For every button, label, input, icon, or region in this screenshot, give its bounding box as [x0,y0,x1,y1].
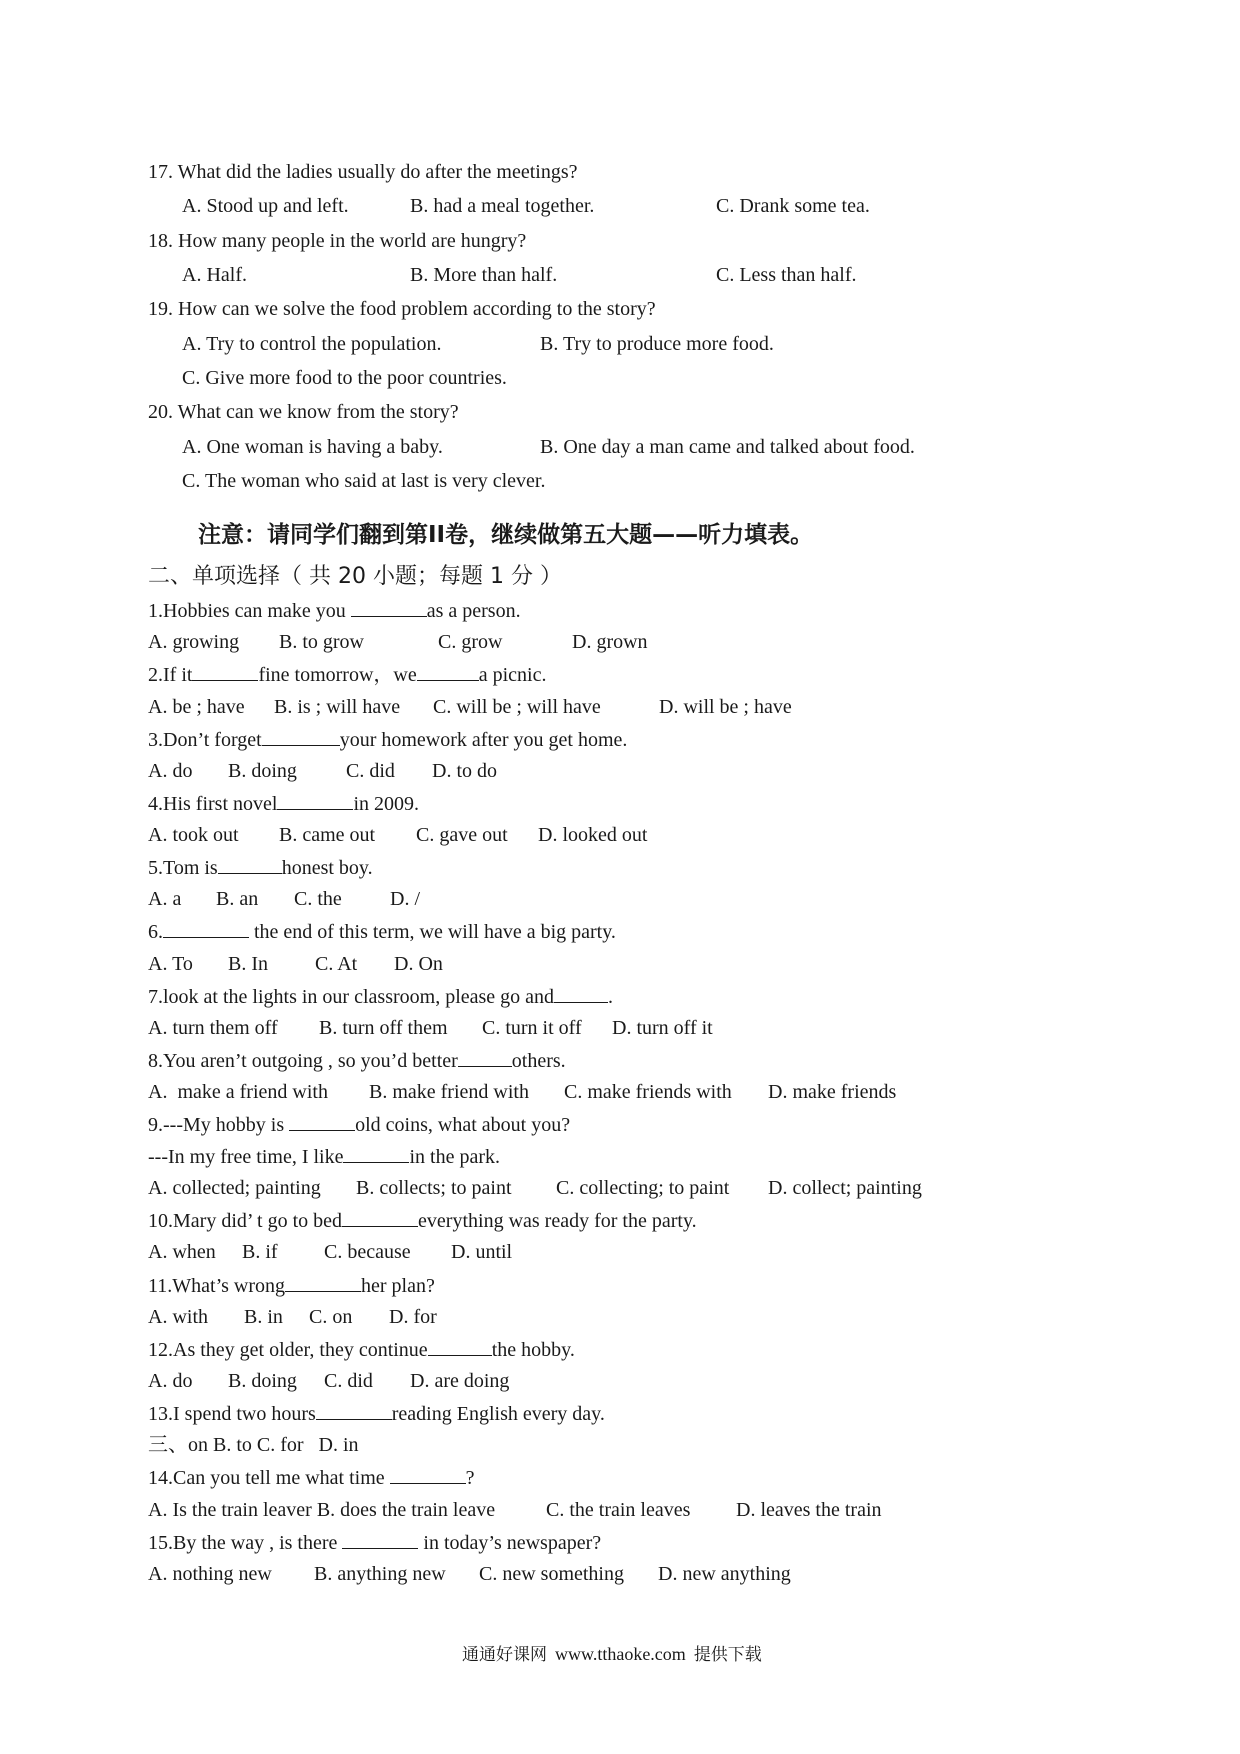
section-heading: 二、单项选择（ 共 20 小题；每题 1 分 ） [148,564,562,589]
option-8c: C. make friends with [564,1081,732,1103]
option-9b: B. collects; to paint [356,1177,512,1199]
option-6d: D. On [394,953,443,975]
option-6b: B. In [228,953,268,975]
answer-blank [163,919,249,938]
option-6c: C. At [315,953,358,975]
answer-blank [277,791,353,810]
answer-blank [342,1208,418,1227]
option-17a: A. Stood up and left. [182,195,349,217]
option-20c: C. The woman who said at last is very clever. [182,470,546,492]
option-18a: A. Half. [182,264,247,286]
option-4d: D. looked out [538,824,648,846]
option-5a: A. a [148,888,182,910]
question-8: 8.You aren’t outgoing , so you’d better others. [148,1050,566,1072]
question-13: 13.I spend two hours reading English every day. [148,1403,605,1425]
answer-blank [343,1144,409,1163]
option-7a: A. turn them off [148,1017,278,1039]
question-19: 19. How can we solve the food problem according to the story? [148,298,656,320]
answer-blank [262,727,340,746]
option-15d: D. new anything [658,1563,791,1585]
option-2d: D. will be ; have [659,696,792,718]
question-6: 6. the end of this term, we will have a big party. [148,921,616,943]
question-9-reply: ---In my free time, I like in the park. [148,1146,500,1168]
question-1: 1.Hobbies can make you as a person. [148,600,521,622]
question-2: 2.If it fine tomorrow，we a picnic. [148,664,547,686]
option-12a: A. do [148,1370,193,1392]
option-7d: D. turn off it [612,1017,713,1039]
option-12c: C. did [324,1370,373,1392]
option-12d: D. are doing [410,1370,510,1392]
page-footer [462,1640,762,1665]
question-14: 14.Can you tell me what time ? [148,1467,475,1489]
option-17c: C. Drank some tea. [716,195,870,217]
option-2a: A. be ; have [148,696,245,718]
option-7b: B. turn off them [319,1017,448,1039]
option-17b: B. had a meal together. [410,195,595,217]
answer-blank [458,1048,512,1067]
option-7c: C. turn it off [482,1017,582,1039]
answer-blank [342,1530,418,1549]
option-8b: B. make friend with [369,1081,529,1103]
option-10d: D. until [451,1241,513,1263]
option-3a: A. do [148,760,193,782]
answer-blank [316,1401,392,1420]
option-3d: D. to do [432,760,497,782]
option-1c: C. grow [438,631,503,653]
question-9: 9.---My hobby is old coins, what about you? [148,1114,571,1136]
option-20a: A. One woman is having a baby. [182,436,443,458]
option-5b: B. an [216,888,259,910]
option-10b: B. if [242,1241,278,1263]
options-13: 三、on B. to C. for D. in [148,1434,359,1456]
option-2b: B. is ; will have [274,696,401,718]
question-4: 4.His first novel in 2009. [148,793,419,815]
question-5: 5.Tom is honest boy. [148,857,373,879]
option-15b: B. anything new [314,1563,446,1585]
answer-blank [351,598,427,617]
option-6a: A. To [148,953,193,975]
option-14c: C. the train leaves [546,1499,691,1521]
option-10c: C. because [324,1241,411,1263]
option-1b: B. to grow [279,631,364,653]
option-11b: B. in [244,1306,283,1328]
option-10a: A. when [148,1241,216,1263]
answer-blank [218,855,282,874]
footer-url[interactable]: www.tthaoke.com [555,1644,686,1664]
option-5d: D. / [390,888,420,910]
question-17: 17. What did the ladies usually do after the meetings? [148,161,578,183]
question-20: 20. What can we know from the story? [148,401,459,423]
footer-note: 提供下载 [693,1645,762,1665]
option-11d: D. for [389,1306,437,1328]
option-18c: C. Less than half. [716,264,857,286]
option-15c: C. new something [479,1563,624,1585]
question-3: 3.Don’t forget your homework after you get home. [148,729,628,751]
option-1d: D. grown [572,631,648,653]
question-10: 10.Mary did’ t go to bed everything was ready for the party. [148,1210,697,1232]
option-9c: C. collecting; to paint [556,1177,730,1199]
option-1a: A. growing [148,631,240,653]
option-3c: C. did [346,760,395,782]
option-12b: B. doing [228,1370,297,1392]
question-11: 11.What’s wrong her plan? [148,1275,435,1297]
option-4a: A. took out [148,824,239,846]
question-15: 15.By the way , is there in today’s newspaper? [148,1532,602,1554]
option-9a: A. collected; painting [148,1177,321,1199]
option-18b: B. More than half. [410,264,558,286]
question-7: 7.look at the lights in our classroom, please go and . [148,986,614,1008]
option-20b: B. One day a man came and talked about food. [540,436,915,458]
answer-blank [390,1465,466,1484]
option-14ab: A. Is the train leaver B. does the train leave [148,1499,496,1521]
footer-site-name: 通通好课网 [462,1645,547,1665]
answer-blank [417,662,479,681]
question-12: 12.As they get older, they continue the hobby. [148,1339,575,1361]
answer-blank [285,1273,361,1292]
option-15a: A. nothing new [148,1563,272,1585]
answer-blank [289,1112,355,1131]
option-9d: D. collect; painting [768,1177,922,1199]
option-8a: A. make a friend with [148,1081,328,1103]
option-14d: D. leaves the train [736,1499,882,1521]
answer-blank [554,984,608,1003]
option-19b: B. Try to produce more food. [540,333,774,355]
option-2c: C. will be ; will have [433,696,601,718]
answer-blank [428,1337,492,1356]
option-11a: A. with [148,1306,208,1328]
answer-blank [192,662,258,681]
question-18: 18. How many people in the world are hungry? [148,230,527,252]
notice-text: 注意：请同学们翻到第II卷，继续做第五大题——听力填表。 [198,522,814,548]
option-19c: C. Give more food to the poor countries. [182,367,507,389]
option-4b: B. came out [279,824,376,846]
option-8d: D. make friends [768,1081,897,1103]
option-11c: C. on [309,1306,353,1328]
option-19a: A. Try to control the population. [182,333,442,355]
option-3b: B. doing [228,760,297,782]
option-4c: C. gave out [416,824,508,846]
option-5c: C. the [294,888,342,910]
